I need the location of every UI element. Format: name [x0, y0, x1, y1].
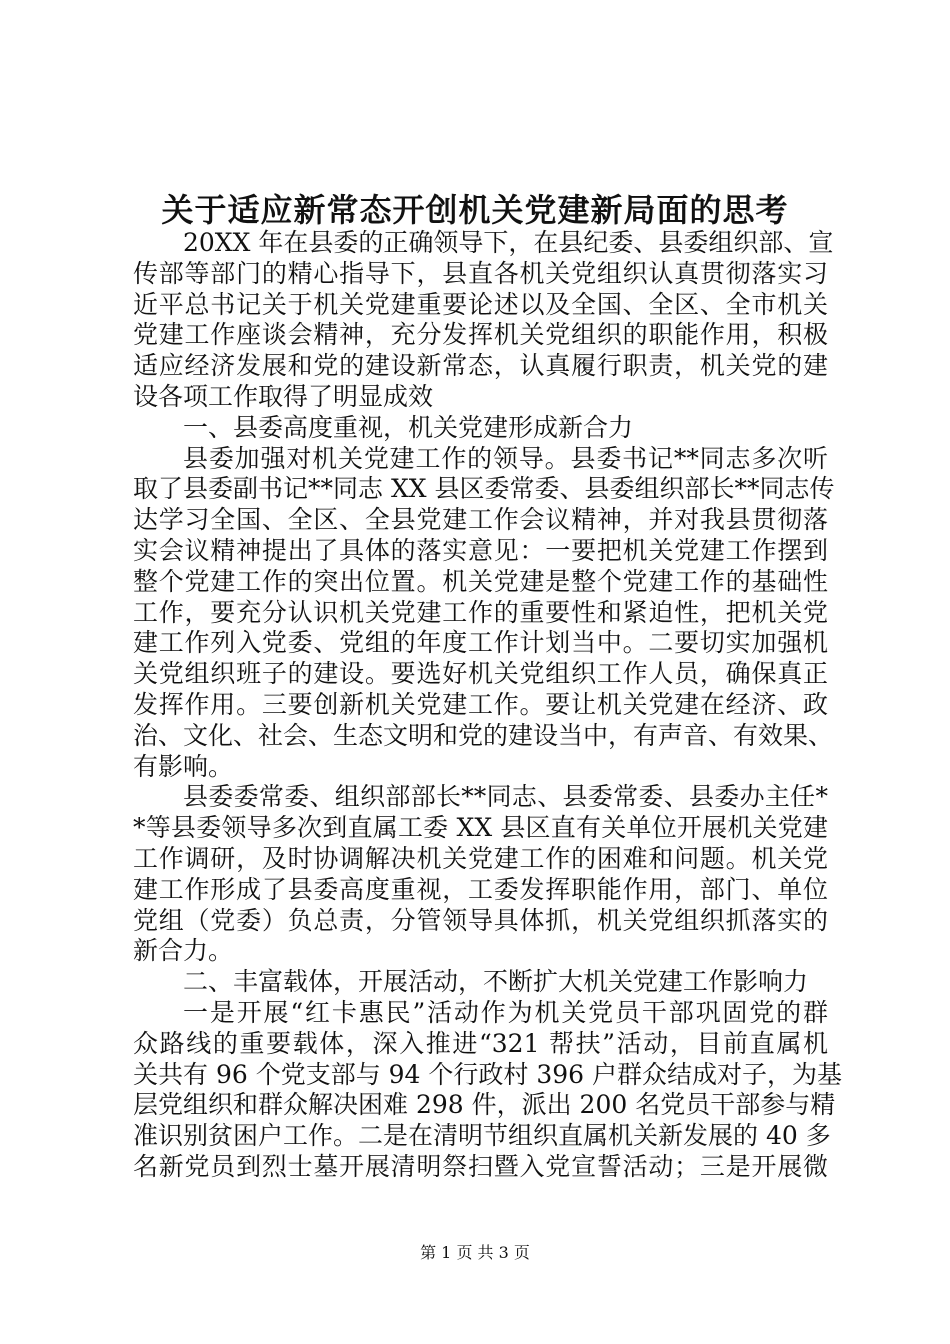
paragraph-line: 建工作列入党委、党组的年度工作计划当中。二要切实加强机 — [133, 628, 828, 658]
paragraph-line: 关党组织班子的建设。要选好机关党组织工作人员，确保真正 — [133, 659, 828, 689]
section-heading: 一、县委高度重视，机关党建形成新合力 — [183, 412, 634, 442]
paragraph-line: 工作调研，及时协调解决机关党建工作的困难和问题。机关党 — [133, 843, 828, 873]
paragraph-line: 设各项工作取得了明显成效 — [133, 381, 434, 411]
paragraph-line: 关共有 96 个党支部与 94 个行政村 396 户群众结成对子，为基 — [133, 1059, 843, 1089]
page-footer: 第 1 页 共 3 页 — [420, 1243, 530, 1262]
paragraph-line: 适应经济发展和党的建设新常态，认真履行职责，机关党的建 — [133, 351, 828, 381]
paragraph-line: 达学习全国、全区、全县党建工作会议精神，并对我县贯彻落 — [133, 505, 828, 535]
paragraph-line: 新合力。 — [133, 936, 234, 966]
paragraph-line: 整个党建工作的突出位置。机关党建是整个党建工作的基础性 — [133, 566, 828, 596]
paragraph-line: 实会议精神提出了具体的落实意见：一要把机关党建工作摆到 — [133, 535, 828, 565]
paragraph-line: 发挥作用。三要创新机关党建工作。要让机关党建在经济、政 — [133, 689, 828, 719]
section-heading: 二、丰富载体，开展活动，不断扩大机关党建工作影响力 — [183, 967, 809, 997]
paragraph-line: 20XX 年在县委的正确领导下，在县纪委、县委组织部、宣 — [183, 228, 834, 257]
paragraph-line: *等县委领导多次到直属工委 XX 县区直有关单位开展机关党建 — [133, 813, 828, 843]
paragraph-line: 层党组织和群众解决困难 298 件，派出 200 名党员干部参与精 — [133, 1090, 836, 1120]
paragraph-line: 众路线的重要载体，深入推进“321 帮扶”活动，目前直属机 — [133, 1028, 828, 1058]
paragraph-line: 取了县委副书记**同志 XX 县区委常委、县委组织部长**同志传 — [133, 474, 835, 504]
document-body — [133, 228, 843, 1183]
paragraph-line: 准识别贫困户工作。二是在清明节组织直属机关新发展的 40 多 — [133, 1121, 831, 1151]
paragraph-line: 传部等部门的精心指导下，县直各机关党组织认真贯彻落实习 — [133, 258, 828, 288]
paragraph-line: 名新党员到烈士墓开展清明祭扫暨入党宣誓活动；三是开展微 — [133, 1151, 828, 1181]
document-title: 关于适应新常态开创机关党建新局面的思考 — [161, 191, 789, 229]
paragraph-line: 党建工作座谈会精神，充分发挥机关党组织的职能作用，积极 — [133, 320, 828, 350]
paragraph-line: 建工作形成了县委高度重视，工委发挥职能作用，部门、单位 — [133, 874, 828, 904]
paragraph-line: 有影响。 — [133, 751, 234, 781]
paragraph-line: 县委委常委、组织部部长**同志、县委常委、县委办主任* — [183, 782, 828, 812]
paragraph-line: 工作，要充分认识机关党建工作的重要性和紧迫性，把机关党 — [133, 597, 828, 627]
paragraph-line: 近平总书记关于机关党建重要论述以及全国、全区、全市机关 — [133, 289, 828, 319]
paragraph-line: 一是开展“红卡惠民”活动作为机关党员干部巩固党的群 — [183, 997, 828, 1027]
paragraph-line: 治、文化、社会、生态文明和党的建设当中，有声音、有效果、 — [133, 720, 834, 750]
paragraph-line: 党组（党委）负总责，分管领导具体抓，机关党组织抓落实的 — [133, 905, 828, 935]
paragraph-line: 县委加强对机关党建工作的领导。县委书记**同志多次听 — [183, 443, 828, 473]
